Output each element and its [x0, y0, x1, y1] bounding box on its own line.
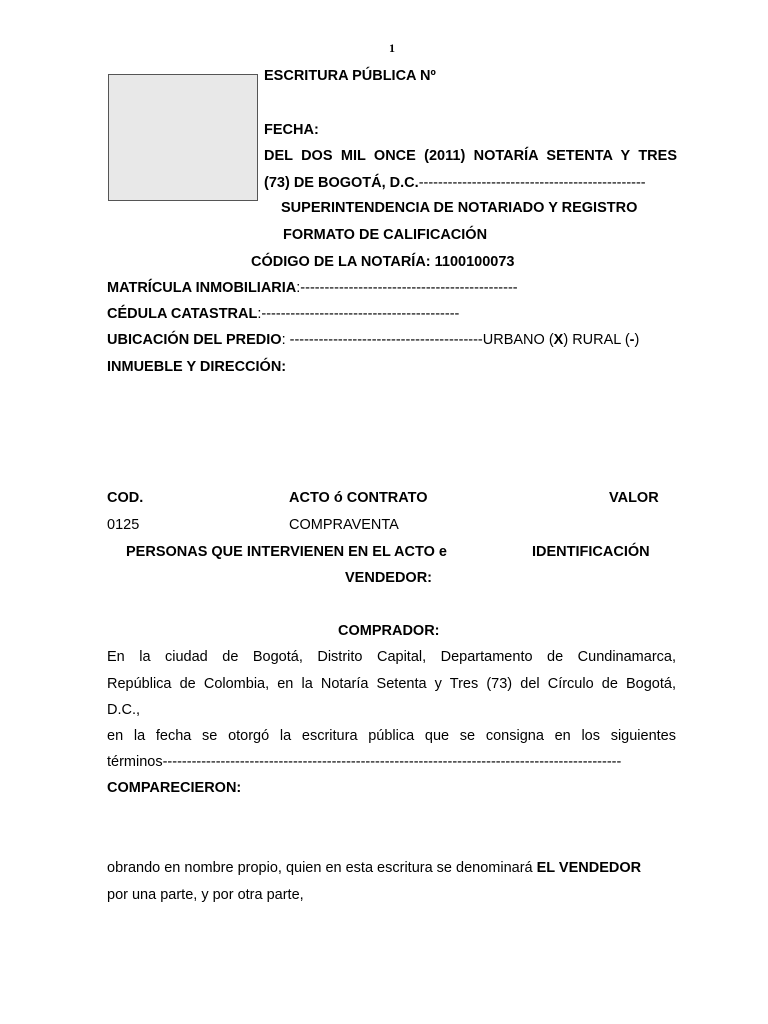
- comprador-label: COMPRADOR:: [338, 623, 440, 639]
- table-header-cod: COD.: [107, 490, 144, 506]
- rural-text: ) RURAL (: [563, 332, 630, 348]
- el-vendedor-term: EL VENDEDOR: [536, 860, 642, 876]
- cedula-label: CÉDULA CATASTRAL: [107, 306, 258, 322]
- codigo-notaria: CÓDIGO DE LA NOTARÍA: 1100100073: [251, 254, 515, 270]
- ubicacion-dashes: : ----------------------------------------URBANO (: [281, 332, 554, 348]
- table-cell-acto: COMPRAVENTA: [289, 517, 399, 533]
- paragraph-3-line-2: por una parte, y por otra parte,: [107, 887, 304, 903]
- cedula-dashes: :-----------------------------------------: [257, 306, 460, 322]
- fecha-line2: [264, 174, 646, 192]
- fecha-line2-bold: (73) DE BOGOTÁ, D.C.: [264, 175, 419, 191]
- formato-heading: FORMATO DE CALIFICACIÓN: [283, 227, 488, 243]
- fecha-line2-dashes: -----------------------------------------------: [418, 175, 646, 191]
- vendedor-label: VENDEDOR:: [345, 570, 433, 586]
- urbano-mark: X: [553, 332, 564, 348]
- rural-mark: -: [629, 332, 635, 348]
- matricula-dashes: :---------------------------------------------: [296, 280, 518, 296]
- comparecieron-label: COMPARECIERON:: [107, 780, 242, 796]
- ubicacion-line: [107, 331, 639, 349]
- escritura-label: ESCRITURA PÚBLICA Nº: [264, 68, 436, 84]
- superintendencia-heading: SUPERINTENDENCIA DE NOTARIADO Y REGISTRO: [281, 200, 638, 216]
- paragraph-2-line-2: términos-----------------------------------------------------------------------------------------------: [107, 754, 622, 770]
- table-header-acto: ACTO ó CONTRATO: [289, 490, 428, 506]
- cedula-line: [107, 305, 459, 323]
- identificacion-heading: IDENTIFICACIÓN: [532, 544, 650, 560]
- paragraph-1-line-2: República de Colombia, en la Notaría Setenta y Tres (73) del Círculo de Bogotá,: [107, 676, 676, 692]
- table-header-valor: VALOR: [609, 490, 659, 506]
- photo-placeholder: [108, 74, 258, 201]
- paragraph-3-line-1: [107, 859, 641, 877]
- paragraph-1-line-1: En la ciudad de Bogotá, Distrito Capital, Departamento de Cundinamarca,: [107, 649, 676, 665]
- table-cell-cod: 0125: [107, 517, 140, 533]
- fecha-label: FECHA:: [264, 122, 319, 138]
- rural-close: ): [634, 332, 640, 348]
- paragraph-3-text: obrando en nombre propio, quien en esta escritura se denominará: [107, 860, 537, 876]
- paragraph-2-line-1: en la fecha se otorgó la escritura pública que se consigna en los siguientes: [107, 728, 676, 744]
- ubicacion-label: UBICACIÓN DEL PREDIO: [107, 332, 282, 348]
- paragraph-1-line-3: D.C.,: [107, 702, 141, 718]
- inmueble-label: INMUEBLE Y DIRECCIÓN:: [107, 359, 287, 375]
- fecha-line1: DEL DOS MIL ONCE (2011) NOTARÍA SETENTA Y TRES: [264, 148, 677, 164]
- matricula-line: [107, 279, 518, 297]
- matricula-label: MATRÍCULA INMOBILIARIA: [107, 280, 297, 296]
- page-number: 1: [389, 41, 395, 55]
- personas-heading: PERSONAS QUE INTERVIENEN EN EL ACTO e: [126, 544, 447, 560]
